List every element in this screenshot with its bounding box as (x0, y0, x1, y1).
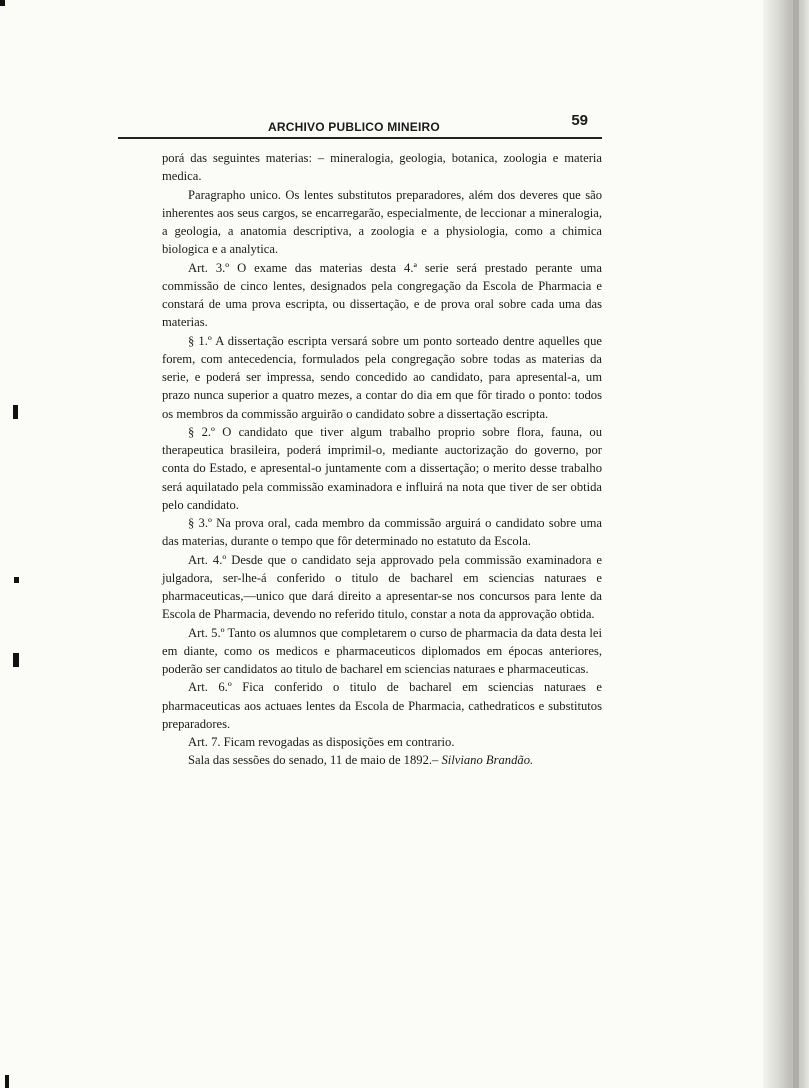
paragraph: Art. 5.º Tanto os alumnos que completarem o curso de pharmacia da data desta lei em diante, como os medicos e pharmaceuticos diplomados em épocas anteriores, poderão ser candidatos ao titulo de bacharel em sciencias naturaes e pharmaceuticas. (162, 625, 602, 676)
scan-mark (0, 0, 5, 6)
closing-line (162, 751, 602, 769)
scan-mark (13, 405, 18, 419)
page-header (118, 110, 602, 146)
page-number: 59 (571, 112, 588, 129)
document-body (162, 149, 602, 770)
scan-mark (13, 653, 19, 667)
paragraph: Art. 3.º O exame das materias desta 4.ª serie será prestado perante uma commissão de cinco lentes, designados pela congregação da Escola de Pharmacia e constará de uma prova escripta, ou dissertação, e de prova oral sobre cada uma das materias. (162, 260, 602, 330)
closing-text: Sala das sessões do senado, 11 de maio de 1892.– (188, 753, 439, 768)
paragraph: § 3.º Na prova oral, cada membro da commissão arguirá o candidato sobre uma das materias, durante o tempo que fôr determinado no estatuto da Escola. (162, 516, 602, 549)
paragraph: § 2.º O candidato que tiver algum trabalho proprio sobre flora, fauna, ou therapeutica brasileira, poderá imprimil-o, mediante auctorização do governo, por conta do Estado, e apresental-o juntamente com a dissertação; o merito desse trabalho será aquilatado pela commissão examinadora e influirá na nota que tiver de ser obtida pelo candidato. (162, 424, 602, 512)
signature-author: Silviano Brandão. (441, 753, 534, 768)
paragraph: Art. 4.º Desde que o candidato seja approvado pela commissão examinadora e julgadora, ser-lhe-á conferido o titulo de bacharel em sciencias naturaes e pharmaceuticas,—unico que dará direito a apresentar-se nos concursos para lente da Escola de Pharmacia, devendo no referido titulo, constar a nota da approvação obtida. (162, 552, 602, 622)
paragraph: Art. 6.º Fica conferido o titulo de bacharel em sciencias naturaes e pharmaceuticas aos actuaes lentes da Escola de Pharmacia, cathedraticos e substitutos preparadores. (162, 680, 602, 731)
header-rule (118, 137, 602, 139)
scan-mark (14, 577, 19, 583)
book-spine-edge (763, 0, 809, 1088)
running-head: ARCHIVO PUBLICO MINEIRO (268, 120, 440, 134)
paragraph: Paragrapho unico. Os lentes substitutos preparadores, além dos deveres que são inherentes aos seus cargos, se encarregarão, especialmente, de leccionar a mineralogia, a geologia, a anatomia descriptiva, a zoologia e a physiologia, como a chimica biologica e a analytica. (162, 187, 602, 257)
paragraph: porá das seguintes materias: – mineralogia, geologia, botanica, zoologia e materia medica. (162, 151, 602, 184)
paragraph: Art. 7. Ficam revogadas as disposições em contrario. (188, 735, 455, 749)
scan-mark (5, 1075, 9, 1088)
paragraph: § 1.º A dissertação escripta versará sobre um ponto sorteado dentre aquelles que forem, com antecedencia, formulados pela congregação sobre todas as materias da serie, e poderá ser impressa, sendo concedido ao candidato, para apresental-a, um prazo nunca superior a quatro mezes, a contar do dia em que fôr tirado o ponto: todos os membros da commissão arguirão o candidato sobre a dissertação escripta. (162, 333, 602, 421)
spine-shadow (793, 0, 799, 1088)
